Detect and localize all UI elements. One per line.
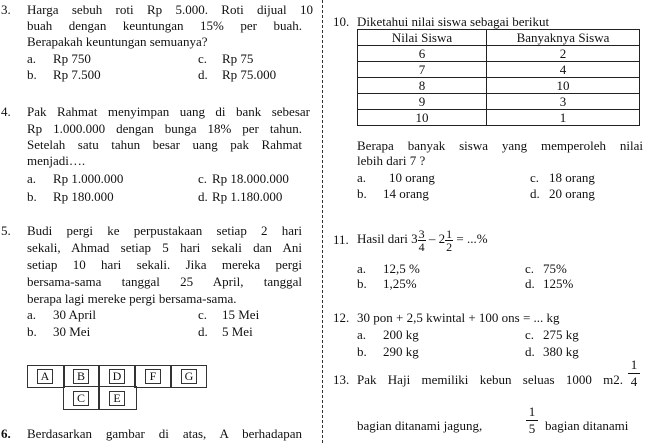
option-text: 200 kg bbox=[383, 327, 419, 342]
table-header-row bbox=[358, 30, 640, 46]
option-text: 30 April bbox=[53, 307, 96, 322]
question-number: 4. bbox=[1, 104, 11, 119]
option-letter: a. bbox=[357, 261, 367, 276]
net-separator bbox=[63, 365, 65, 388]
table-cell: 8 bbox=[358, 78, 487, 94]
option-letter: b. bbox=[357, 186, 367, 201]
fraction-numerator: 1 bbox=[526, 404, 538, 421]
net-separator bbox=[98, 365, 100, 410]
fraction bbox=[628, 357, 640, 390]
question-number: 13. bbox=[333, 372, 350, 387]
question-number: 11. bbox=[333, 232, 349, 247]
option-text: 125% bbox=[543, 276, 574, 291]
option-letter: c. bbox=[198, 307, 208, 322]
fraction bbox=[526, 404, 538, 437]
option-text: 15 Mei bbox=[222, 307, 260, 322]
question-text-line: lebih dari 7 ? bbox=[357, 153, 426, 168]
table-row bbox=[358, 62, 640, 78]
net-separator bbox=[134, 365, 136, 388]
fraction bbox=[445, 228, 453, 253]
option-text: Rp 18.000.000 bbox=[212, 171, 289, 186]
fraction bbox=[418, 228, 426, 253]
grades-table bbox=[357, 29, 640, 126]
expression-suffix: = ...% bbox=[456, 231, 488, 246]
table-cell: 6 bbox=[358, 46, 487, 62]
question-text-line: Budi pergi ke perpustakaan setiap 2 hari bbox=[27, 223, 302, 238]
fraction-denominator: 4 bbox=[630, 374, 638, 389]
option-letter: c. bbox=[525, 327, 535, 342]
option-letter: a. bbox=[27, 51, 37, 66]
net-face-label: G bbox=[181, 369, 197, 384]
question-text-line: Rp 1.000.000 dengan bunga 18% per tahun. bbox=[27, 121, 302, 136]
fraction-denominator: 5 bbox=[528, 421, 536, 436]
minus-whole: – 2 bbox=[428, 231, 446, 246]
option-letter: d. bbox=[198, 67, 208, 82]
question-text-line: Berdasarkan gambar di atas, A berhadapan bbox=[27, 426, 302, 441]
net-separator bbox=[170, 365, 172, 388]
option-letter: b. bbox=[27, 324, 37, 339]
question-text-line: bagian ditanami bbox=[545, 418, 629, 433]
option-text: 275 kg bbox=[543, 327, 579, 342]
question-number: 6. bbox=[1, 426, 11, 441]
option-letter: b. bbox=[27, 67, 37, 82]
option-text: 20 orang bbox=[549, 186, 595, 201]
table-cell: 9 bbox=[358, 94, 487, 110]
question-text-line: Setelah satu tahun besar uang pak Rahmat bbox=[27, 137, 302, 152]
net-face-label: D bbox=[109, 369, 125, 384]
option-letter: d. bbox=[198, 189, 208, 204]
net-face-label: B bbox=[73, 369, 89, 384]
option-text: Rp 750 bbox=[53, 51, 91, 66]
option-letter: a. bbox=[357, 170, 367, 185]
table-row bbox=[358, 94, 640, 110]
question-text-line: Berapakah keuntungan semuanya? bbox=[27, 34, 208, 49]
table-row bbox=[358, 78, 640, 94]
question-text-line: bersama-sama tanggal 25 April, tanggal bbox=[27, 274, 302, 289]
question-number: 12. bbox=[333, 310, 350, 325]
option-text: 290 kg bbox=[383, 344, 419, 359]
option-letter: c. bbox=[198, 51, 208, 66]
option-letter: c. bbox=[198, 171, 208, 186]
option-text: Rp 7.500 bbox=[53, 67, 101, 82]
option-letter: d. bbox=[530, 186, 540, 201]
table-header-cell: Nilai Siswa bbox=[358, 30, 487, 46]
option-letter: b. bbox=[27, 189, 37, 204]
table-header-cell: Banyaknya Siswa bbox=[487, 30, 640, 46]
option-text: 1,25% bbox=[383, 276, 417, 291]
table-row bbox=[358, 110, 640, 126]
question-number: 3. bbox=[1, 2, 11, 17]
question-text-line: Pak Rahmat menyimpan uang di bank sebesar bbox=[27, 104, 310, 119]
fraction-denominator: 4 bbox=[418, 239, 425, 254]
option-text: 5 Mei bbox=[222, 324, 253, 339]
fraction-numerator: 1 bbox=[628, 357, 640, 374]
option-text: Rp 75.000 bbox=[222, 67, 277, 82]
net-face-label: C bbox=[73, 391, 89, 406]
question-text-line: bagian ditanami jagung, bbox=[357, 418, 483, 433]
fraction-numerator: 3 bbox=[418, 226, 425, 241]
table-cell: 10 bbox=[487, 78, 640, 94]
question-text-line: menjadi…. bbox=[27, 153, 86, 168]
option-text: 380 kg bbox=[543, 344, 579, 359]
question-text-line: buah dengan keuntungan 15% per buah. bbox=[27, 18, 302, 33]
option-letter: d. bbox=[525, 276, 535, 291]
option-text: 10 orang bbox=[389, 170, 435, 185]
mixed-whole: 3 bbox=[411, 231, 418, 246]
column-divider bbox=[322, 0, 323, 443]
question-text-line: Berapa banyak siswa yang memperoleh nilai bbox=[357, 138, 643, 153]
math-expression bbox=[357, 222, 488, 256]
question-text-line: 30 pon + 2,5 kwintal + 100 ons = ... kg bbox=[357, 310, 560, 325]
table-cell: 1 bbox=[487, 110, 640, 126]
option-letter: a. bbox=[357, 327, 367, 342]
question-number: 5. bbox=[1, 223, 11, 238]
table-cell: 10 bbox=[358, 110, 487, 126]
option-text: 75% bbox=[543, 261, 567, 276]
net-face-label: E bbox=[109, 391, 125, 406]
fraction-numerator: 1 bbox=[446, 226, 453, 241]
expression-prefix: Hasil dari bbox=[357, 231, 408, 246]
question-text-line: berapa lagi mereke pergi bersama-sama. bbox=[27, 291, 237, 306]
table-cell: 2 bbox=[487, 46, 640, 62]
option-letter: c. bbox=[530, 170, 540, 185]
option-letter: a. bbox=[27, 307, 37, 322]
question-text-line: setiap 10 hari sekali. Jika mereka pergi bbox=[27, 257, 302, 272]
question-text-line: Harga sebuh roti Rp 5.000. Roti dijual 10 bbox=[27, 2, 313, 17]
table-row bbox=[358, 46, 640, 62]
table-cell: 3 bbox=[487, 94, 640, 110]
question-text-line: Diketahui nilai siswa sebagai berikut bbox=[357, 14, 550, 29]
question-text-line: sekali, Ahmad setiap 5 hari sekali dan Ani bbox=[27, 240, 302, 255]
question-number: 10. bbox=[333, 14, 350, 29]
net-face-label: F bbox=[145, 369, 161, 384]
option-letter: a. bbox=[27, 171, 37, 186]
table-cell: 7 bbox=[358, 62, 487, 78]
fraction-denominator: 2 bbox=[446, 239, 453, 254]
option-text: 12,5 % bbox=[383, 261, 420, 276]
option-text: 30 Mei bbox=[53, 324, 91, 339]
option-letter: b. bbox=[357, 276, 367, 291]
option-letter: b. bbox=[357, 344, 367, 359]
option-text: Rp 75 bbox=[222, 51, 254, 66]
option-letter: c. bbox=[525, 261, 535, 276]
option-text: Rp 1.180.000 bbox=[212, 189, 283, 204]
option-letter: d. bbox=[525, 344, 535, 359]
question-text-line: Pak Haji memiliki kebun seluas 1000 m2. bbox=[357, 372, 623, 387]
option-text: 14 orang bbox=[383, 186, 429, 201]
option-text: Rp 180.000 bbox=[53, 189, 114, 204]
table-cell: 4 bbox=[487, 62, 640, 78]
option-text: Rp 1.000.000 bbox=[53, 171, 124, 186]
net-face-label: A bbox=[37, 369, 53, 384]
option-letter: d. bbox=[198, 324, 208, 339]
option-text: 18 orang bbox=[549, 170, 595, 185]
